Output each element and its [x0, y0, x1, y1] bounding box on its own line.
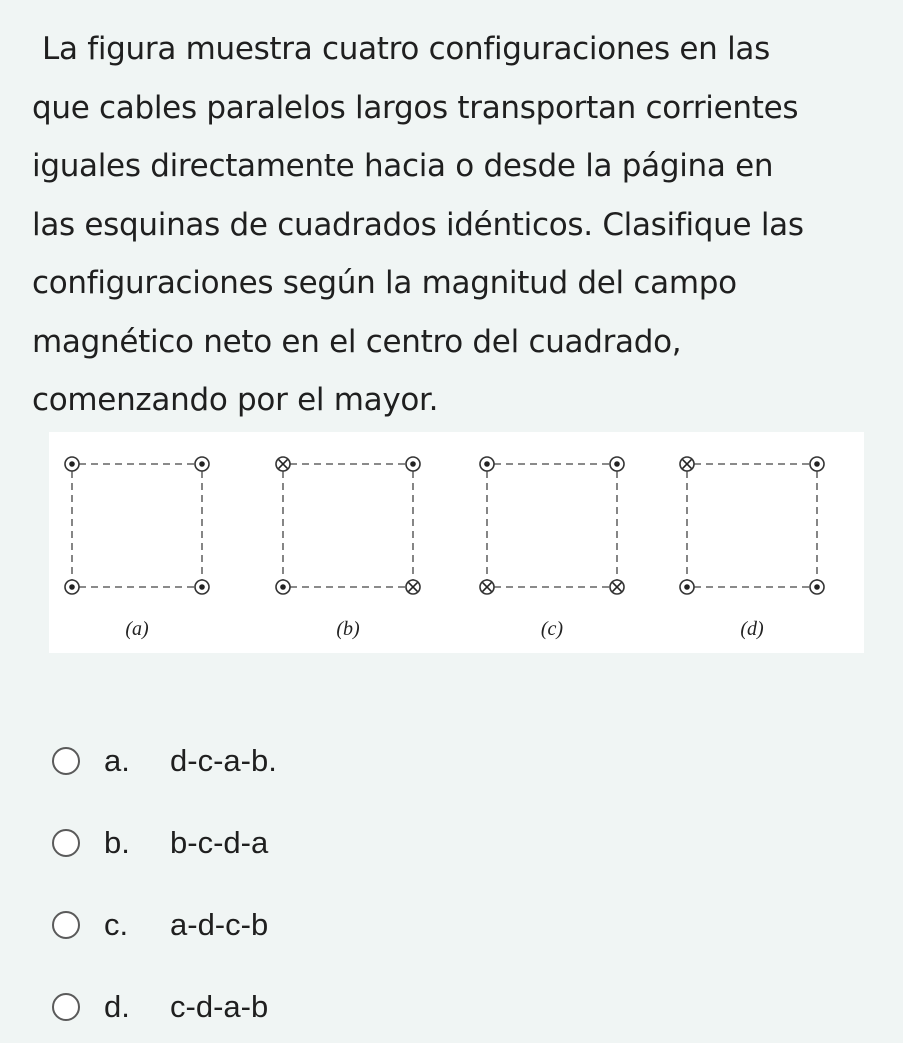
current-out-of-page-symbol	[810, 580, 824, 594]
panel-label: (b)	[336, 618, 360, 640]
option-letter: d.	[104, 989, 130, 1024]
panel-2	[276, 457, 420, 640]
wire-dot	[199, 461, 205, 467]
current-into-page-symbol	[406, 580, 420, 594]
current-out-of-page-symbol	[65, 580, 79, 594]
option-text: c-d-a-b	[170, 989, 269, 1024]
option-letter: a.	[104, 743, 130, 778]
option-letter: c.	[104, 907, 129, 942]
option-b[interactable]	[52, 802, 652, 884]
question-line: comenzando por el mayor.	[32, 382, 439, 418]
current-into-page-symbol	[680, 457, 694, 471]
radio-button[interactable]	[52, 747, 80, 775]
current-out-of-page-symbol	[65, 457, 79, 471]
option-d[interactable]	[52, 966, 652, 1043]
panel-4	[680, 457, 824, 640]
current-into-page-symbol	[276, 457, 290, 471]
panel-1	[65, 457, 209, 640]
question-line: La figura muestra cuatro configuraciones en las	[42, 31, 770, 67]
option-letter: b.	[104, 825, 130, 860]
wire-dot	[69, 584, 75, 590]
radio-button[interactable]	[52, 911, 80, 939]
wire-dot	[69, 461, 75, 467]
wire-dot	[614, 461, 620, 467]
panel-label: (a)	[125, 618, 149, 640]
wire-dot	[814, 461, 820, 467]
answer-options	[52, 720, 652, 1043]
wire-dot	[484, 461, 490, 467]
wire-dot	[199, 584, 205, 590]
wire-dot	[410, 461, 416, 467]
panel-3	[480, 457, 624, 640]
question-line: magnético neto en el centro del cuadrado,	[32, 323, 682, 360]
wire-dot	[814, 584, 820, 590]
option-text: a-d-c-b	[170, 907, 269, 942]
current-into-page-symbol	[610, 580, 624, 594]
option-a[interactable]	[52, 720, 652, 802]
current-out-of-page-symbol	[680, 580, 694, 594]
option-text: b-c-d-a	[170, 825, 269, 860]
current-out-of-page-symbol	[195, 457, 209, 471]
panel-label: (d)	[740, 618, 764, 640]
current-out-of-page-symbol	[276, 580, 290, 594]
current-out-of-page-symbol	[610, 457, 624, 471]
wire-configurations-figure	[49, 432, 864, 653]
question-line: que cables paralelos largos transportan corrientes	[32, 89, 799, 126]
panel-label: (c)	[540, 618, 564, 640]
question-line: las esquinas de cuadrados idénticos. Clasifique las	[32, 206, 804, 243]
current-out-of-page-symbol	[195, 580, 209, 594]
option-c[interactable]	[52, 884, 652, 966]
figure-canvas	[49, 432, 864, 653]
current-out-of-page-symbol	[406, 457, 420, 471]
current-out-of-page-symbol	[810, 457, 824, 471]
wire-dot	[684, 584, 690, 590]
wire-dot	[280, 584, 286, 590]
question-line: configuraciones según la magnitud del campo	[32, 265, 737, 301]
option-text: d-c-a-b.	[170, 743, 277, 778]
radio-button[interactable]	[52, 993, 80, 1021]
current-into-page-symbol	[480, 580, 494, 594]
question-line: iguales directamente hacia o desde la página en	[32, 148, 774, 184]
radio-button[interactable]	[52, 829, 80, 857]
current-out-of-page-symbol	[480, 457, 494, 471]
question-text	[32, 20, 892, 430]
